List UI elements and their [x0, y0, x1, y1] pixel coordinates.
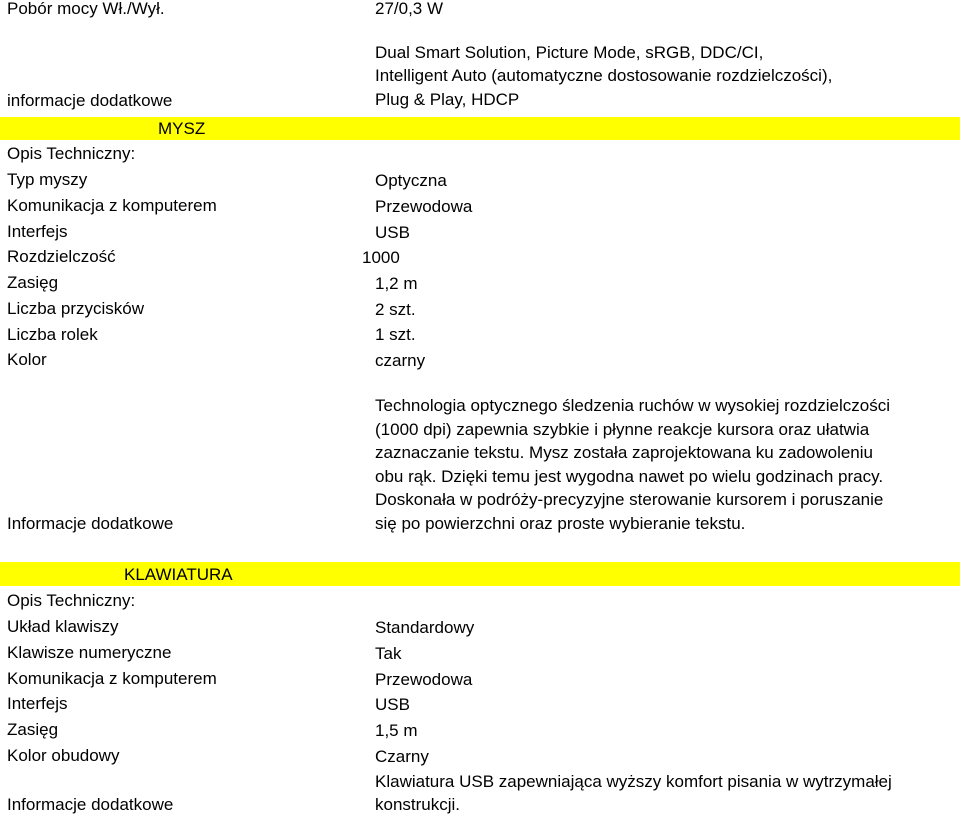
spec-label: Typ myszy [7, 170, 88, 189]
keyboard-tech-label: Opis Techniczny: [7, 591, 136, 610]
keyboard-info-label: Informacje dodatkowe [7, 795, 174, 814]
power-value: 27/0,3 W [375, 0, 444, 18]
mouse-info-line: (1000 dpi) zapewnia szybkie i płynne reakcje kursora oraz ułatwia [375, 419, 870, 439]
spec-value: Standardowy [375, 618, 475, 637]
keyboard-info-line: Klawiatura USB zapewniająca wyższy komfort pisania w wytrzymałej [375, 772, 892, 791]
spec-label: Kolor [7, 350, 47, 369]
spec-label: Zasięg [7, 720, 59, 739]
monitor-info-label: informacje dodatkowe [7, 91, 173, 110]
monitor-info-line: Plug & Play, HDCP [375, 90, 520, 109]
power-label: Pobór mocy Wł./Wył. [7, 0, 165, 18]
keyboard-info-line: konstrukcji. [375, 795, 461, 814]
keyboard-section-header: KLAWIATURA [124, 565, 233, 584]
mouse-tech-label: Opis Techniczny: [7, 144, 136, 163]
spec-value: Przewodowa [375, 197, 473, 216]
spec-label: Komunikacja z komputerem [7, 669, 217, 688]
spec-label: Komunikacja z komputerem [7, 196, 217, 215]
spec-value: czarny [375, 351, 426, 370]
spec-value: USB [375, 695, 410, 714]
spec-value: Czarny [375, 747, 429, 766]
monitor-info-line: Dual Smart Solution, Picture Mode, sRGB, DDC/CI, [375, 43, 764, 62]
mouse-info-line: Technologia optycznego śledzenia ruchów w wysokiej rozdzielczości [375, 396, 890, 415]
spec-label: Interfejs [7, 694, 68, 713]
spec-value: 1,5 m [375, 721, 418, 740]
mouse-info-line: zaznaczanie tekstu. Mysz została zaprojektowana ku zadowoleniu [375, 443, 873, 463]
spec-label: Liczba przycisków [7, 299, 144, 318]
mouse-section-band [0, 117, 960, 140]
spec-label: Rozdzielczość [7, 247, 116, 266]
spec-value: Optyczna [375, 171, 447, 190]
mouse-info-label: Informacje dodatkowe [7, 514, 174, 533]
spec-value: 2 szt. [375, 300, 416, 319]
monitor-info-line: Intelligent Auto (automatyczne dostosowanie rozdzielczości), [375, 66, 833, 85]
spec-label: Kolor obudowy [7, 746, 120, 765]
spec-label: Liczba rolek [7, 325, 98, 344]
spec-value: 1,2 m [375, 274, 418, 293]
mouse-info-line: obu rąk. Dzięki temu jest wygodna nawet po wielu godzinach pracy. [375, 466, 884, 486]
spec-label: Układ klawiszy [7, 617, 119, 636]
spec-value: Tak [375, 644, 402, 663]
spec-label: Interfejs [7, 222, 68, 241]
mouse-info-line: Doskonała w podróży-precyzyjne sterowanie kursorem i poruszanie [375, 490, 884, 510]
spec-value: USB [375, 223, 410, 242]
spec-value: Przewodowa [375, 670, 473, 689]
spec-label: Zasięg [7, 273, 59, 292]
mouse-info-line: się po powierzchni oraz proste wybieranie tekstu. [375, 513, 746, 533]
mouse-section-header: MYSZ [158, 119, 206, 138]
mouse-info-text [375, 394, 890, 536]
spec-value: 1000 [362, 248, 400, 267]
spec-value: 1 szt. [375, 325, 416, 344]
spec-label: Klawisze numeryczne [7, 643, 172, 662]
